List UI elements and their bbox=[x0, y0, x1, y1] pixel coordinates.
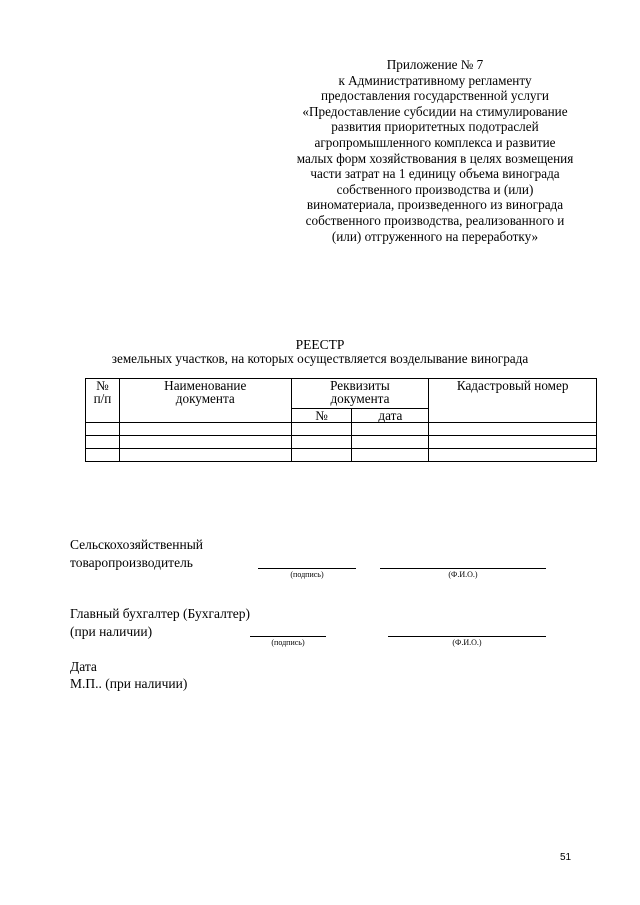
table-cell[interactable] bbox=[86, 436, 120, 449]
date-label: Дата bbox=[70, 659, 97, 674]
table-cell[interactable] bbox=[86, 449, 120, 462]
appendix-heading bbox=[270, 57, 600, 244]
appendix-line: к Административному регламенту bbox=[338, 72, 532, 88]
table-cell[interactable] bbox=[291, 449, 352, 462]
col-header-req-date: дата bbox=[352, 409, 429, 423]
table-cell[interactable] bbox=[291, 423, 352, 436]
table-cell[interactable] bbox=[429, 449, 597, 462]
col-header-number: № п/п bbox=[86, 379, 120, 423]
table-cell[interactable] bbox=[86, 423, 120, 436]
appendix-line: предоставления государственной услуги bbox=[321, 88, 549, 104]
accountant-name-line[interactable] bbox=[388, 636, 546, 637]
appendix-line: малых форм хозяйствования в целях возмещения bbox=[296, 150, 574, 166]
table-row bbox=[86, 449, 597, 462]
producer-signature-caption: (подпись) bbox=[290, 570, 324, 579]
table-cell[interactable] bbox=[119, 436, 291, 449]
table-cell[interactable] bbox=[119, 449, 291, 462]
appendix-line: (или) отгруженного на переработку» bbox=[331, 228, 539, 244]
producer-signature-line[interactable] bbox=[258, 568, 356, 569]
page-number: 51 bbox=[560, 852, 572, 863]
register-subtitle: земельных участков, на которых осуществляется возделывание винограда bbox=[111, 351, 529, 366]
table-cell[interactable] bbox=[352, 423, 429, 436]
table-cell[interactable] bbox=[352, 436, 429, 449]
stamp-label: М.П.. (при наличии) bbox=[70, 676, 188, 691]
table-row bbox=[86, 436, 597, 449]
register-table bbox=[85, 378, 597, 462]
accountant-signature-caption: (подпись) bbox=[271, 638, 305, 647]
col-header-requisites: Реквизиты документа bbox=[291, 379, 429, 409]
table-cell[interactable] bbox=[291, 436, 352, 449]
register-title: РЕЕСТР bbox=[295, 337, 345, 352]
appendix-line: развития приоритетных подотраслей bbox=[331, 119, 539, 135]
appendix-line: Приложение № 7 bbox=[386, 57, 484, 72]
producer-name-line[interactable] bbox=[380, 568, 546, 569]
col-header-cadastral: Кадастровый номер bbox=[429, 379, 597, 423]
table-cell[interactable] bbox=[119, 423, 291, 436]
appendix-line: виноматериала, произведенного из винограда bbox=[306, 197, 564, 213]
producer-name-caption: (Ф.И.О.) bbox=[448, 570, 478, 579]
appendix-line: «Предоставление субсидии на стимулирование bbox=[302, 103, 568, 119]
producer-label: Сельскохозяйственный товаропроизводитель bbox=[70, 537, 204, 570]
table-cell[interactable] bbox=[429, 423, 597, 436]
col-header-doc-name: Наименование документа bbox=[119, 379, 291, 423]
appendix-line: части затрат на 1 единицу объема винограда bbox=[310, 166, 560, 182]
accountant-name-caption: (Ф.И.О.) bbox=[452, 638, 482, 647]
appendix-line: агропромышленного комплекса и развитие bbox=[314, 134, 556, 150]
appendix-line: собственного производства, реализованного и bbox=[305, 212, 565, 228]
col-header-req-number: № bbox=[291, 409, 352, 423]
table-row bbox=[86, 423, 597, 436]
table-cell[interactable] bbox=[352, 449, 429, 462]
table-cell[interactable] bbox=[429, 436, 597, 449]
accountant-label: Главный бухгалтер (Бухгалтер) (при наличии) bbox=[70, 606, 250, 639]
accountant-signature-line[interactable] bbox=[250, 636, 326, 637]
appendix-line: собственного производства и (или) bbox=[336, 181, 534, 197]
